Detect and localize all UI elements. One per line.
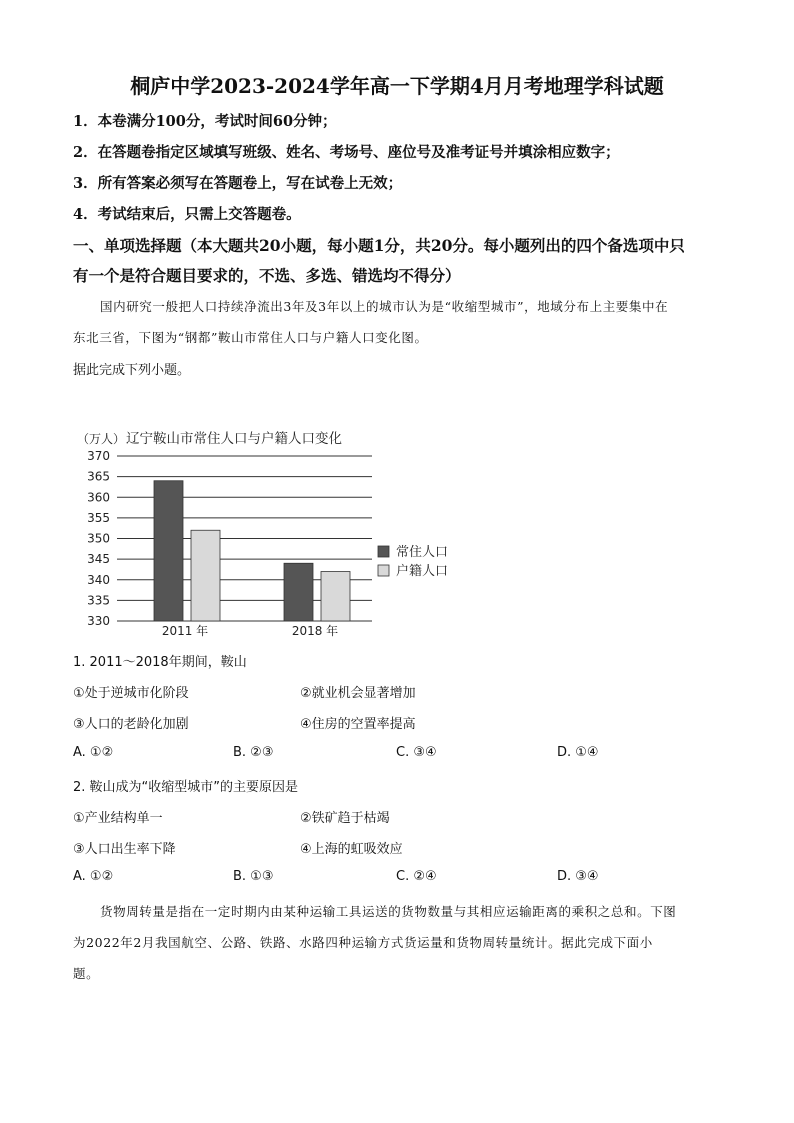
bar-registered-0 [191, 530, 220, 621]
y-tick-label: 355 [87, 510, 110, 525]
instruction-3: 3．所有答案必须写在答题卷上，写在试卷上无效； [73, 175, 403, 192]
passage2-line3: 题。 [73, 966, 100, 981]
y-tick-label: 340 [87, 572, 110, 587]
q1-choice-b[interactable]: B. ②③ [233, 745, 274, 760]
bar-resident-0 [154, 481, 183, 621]
q2-item-2: ②铁矿趋于枯竭 [300, 811, 390, 826]
q2-choice-d[interactable]: D. ③④ [557, 869, 599, 884]
q2-choice-c[interactable]: C. ②④ [396, 869, 437, 884]
chart-unit-label: （万人） [77, 432, 126, 446]
legend-label: 常住人口 [396, 545, 449, 560]
q1-item-1: ①处于逆城市化阶段 [73, 686, 189, 701]
x-tick-label: 2011 年 [161, 624, 209, 638]
q2-item-1: ①产业结构单一 [73, 811, 163, 826]
passage1-line3: 据此完成下列小题。 [73, 363, 191, 378]
x-tick-label: 2018 年 [291, 624, 339, 638]
bar-resident-1 [284, 563, 313, 621]
q2-item-4: ④上海的虹吸效应 [300, 842, 403, 857]
passage1-line1: 国内研究一般把人口持续净流出3年及3年以上的城市认为是“收缩型城市”，地域分布上主要集中在 [100, 299, 669, 314]
y-tick-label: 330 [87, 614, 110, 628]
q1-stem: 1. 2011～2018年期间，鞍山 [73, 655, 247, 670]
legend-swatch [378, 546, 389, 557]
y-tick-label: 345 [87, 552, 110, 567]
page-title: 桐庐中学2023-2024学年高一下学期4月月考地理学科试题 [130, 74, 664, 98]
q2-choice-a[interactable]: A. ①② [73, 869, 114, 884]
q1-choice-d[interactable]: D. ①④ [557, 745, 599, 760]
q2-stem: 2. 鞍山成为“收缩型城市”的主要原因是 [73, 780, 299, 795]
bar-registered-1 [321, 572, 350, 622]
population-bar-chart [70, 425, 470, 640]
q1-item-4: ④住房的空置率提高 [300, 717, 416, 732]
section-heading-line2: 有一个是符合题目要求的，不选、多选、错选均不得分） [73, 266, 461, 285]
instruction-2: 2．在答题卷指定区域填写班级、姓名、考场号、座位号及准考证号并填涂相应数字； [73, 144, 620, 161]
instruction-4: 4．考试结束后，只需上交答题卷。 [73, 206, 301, 223]
section-heading-line1: 一、单项选择题（本大题共20小题，每小题1分，共20分。每小题列出的四个备选项中只 [73, 236, 685, 255]
passage1-line2: 东北三省，下图为“钢都”鞍山市常住人口与户籍人口变化图。 [73, 330, 428, 345]
q1-choice-c[interactable]: C. ③④ [396, 745, 437, 760]
instruction-1: 1．本卷满分100分，考试时间60分钟； [73, 113, 337, 130]
y-tick-label: 365 [87, 469, 110, 484]
q1-item-2: ②就业机会显著增加 [300, 686, 416, 701]
legend-swatch [378, 565, 389, 576]
passage2-line1: 货物周转量是指在一定时期内由某种运输工具运送的货物数量与其相应运输距离的乘积之总和。下图 [100, 904, 677, 919]
q2-item-3: ③人口出生率下降 [73, 842, 176, 857]
q1-choice-a[interactable]: A. ①② [73, 745, 114, 760]
y-tick-label: 360 [87, 490, 110, 505]
legend-label: 户籍人口 [396, 564, 449, 579]
passage2-line2: 为2022年2月我国航空、公路、铁路、水路四种运输方式货运量和货物周转量统计。据此完成下面小 [73, 935, 653, 950]
y-tick-label: 350 [87, 531, 110, 546]
y-tick-label: 335 [87, 593, 110, 608]
chart-title: 辽宁鞍山市常住人口与户籍人口变化 [126, 431, 342, 447]
q1-item-3: ③人口的老龄化加剧 [73, 717, 189, 732]
y-tick-label: 370 [87, 449, 110, 463]
q2-choice-b[interactable]: B. ①③ [233, 869, 274, 884]
